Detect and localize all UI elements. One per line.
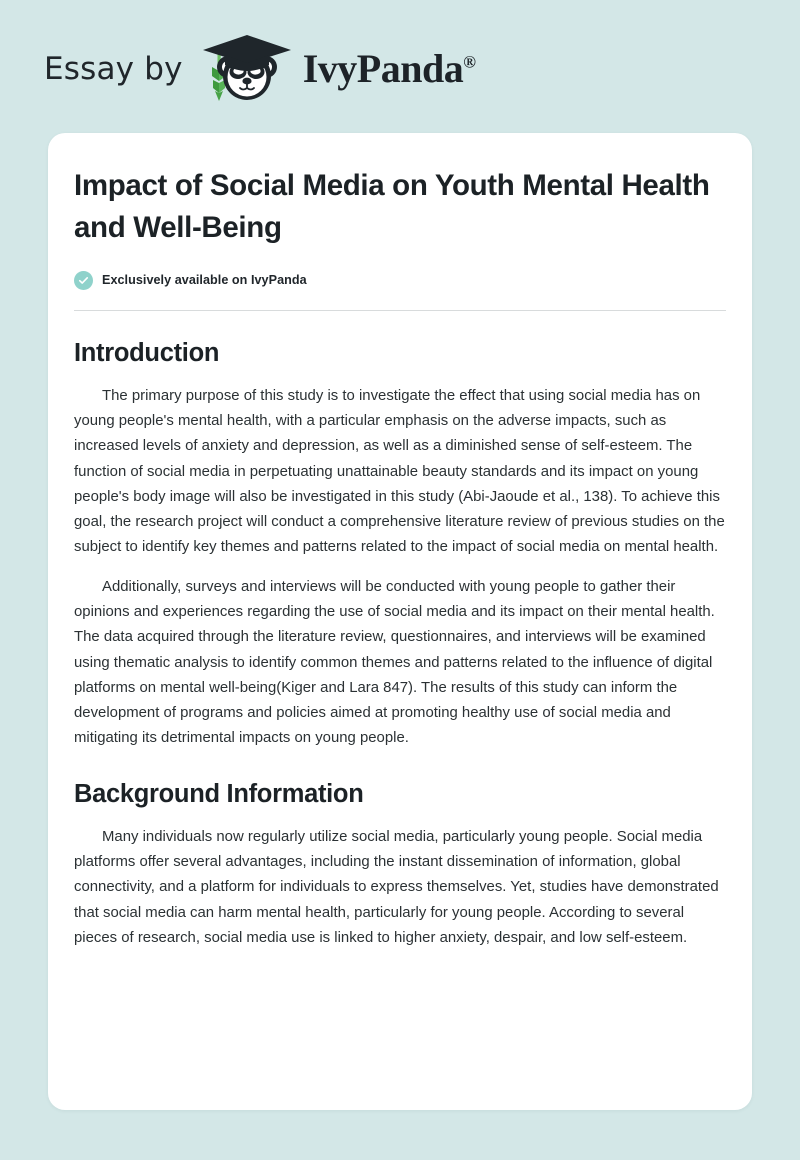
section-heading-introduction: Introduction <box>74 338 220 367</box>
panda-graduate-logo-icon <box>195 31 299 109</box>
paragraph: Additionally, surveys and interviews will be conducted with young people to gather their opinions and experiences regarding the use of social media and its impact on their mental health. The data acquired through the literature review, questionnaires, and interviews will be examined using thematic analysis to identify common themes and patterns related to the influence of digital platforms on mental well-being(Kiger and Lara 847). The results of this study can inform the development of programs and policies aimed at promoting healthy use of social media and mitigating its detrimental impacts on young people. <box>74 578 715 747</box>
page-title: Impact of Social Media on Youth Mental Health and Well-Being <box>74 169 710 244</box>
section-heading-background-information: Background Information <box>74 779 364 808</box>
exclusive-badge-label: Exclusively available on IvyPanda <box>102 273 307 288</box>
brand-header <box>44 30 475 110</box>
exclusive-badge <box>74 271 726 290</box>
brand-name-text: IvyPanda <box>302 46 464 91</box>
registered-mark: ® <box>463 52 476 72</box>
paragraph: The primary purpose of this study is to investigate the effect that using social media has on young people's mental health, with a particular emphasis on the adverse impacts, such as increased levels of anxiety and depression, as well as a diminished sense of self-esteem. The function of social media in perpetuating unattainable beauty standards and its impact on young people's body image will also be investigated in this study (Abi-Jaoude et al., 138). To achieve this goal, the research project will conduct a comprehensive literature review of previous studies on the subject to identify key themes and patterns related to the impact of social media on mental health. <box>74 387 725 556</box>
paragraph: Many individuals now regularly utilize social media, particularly young people. Social media platforms offer several advantages, including the instant dissemination of information, global connectivity, and a platform for individuals to express themselves. Yet, studies have demonstrated that social media can harm mental health, particularly for young people. According to several pieces of research, social media use is linked to higher anxiety, despair, and low self-esteem. <box>74 828 719 946</box>
title-divider <box>74 310 726 311</box>
check-circle-icon <box>74 271 93 290</box>
brand-name <box>302 46 476 91</box>
essay-by-label: Essay by <box>44 50 183 87</box>
essay-card-content <box>48 133 752 951</box>
essay-card <box>48 133 752 1110</box>
